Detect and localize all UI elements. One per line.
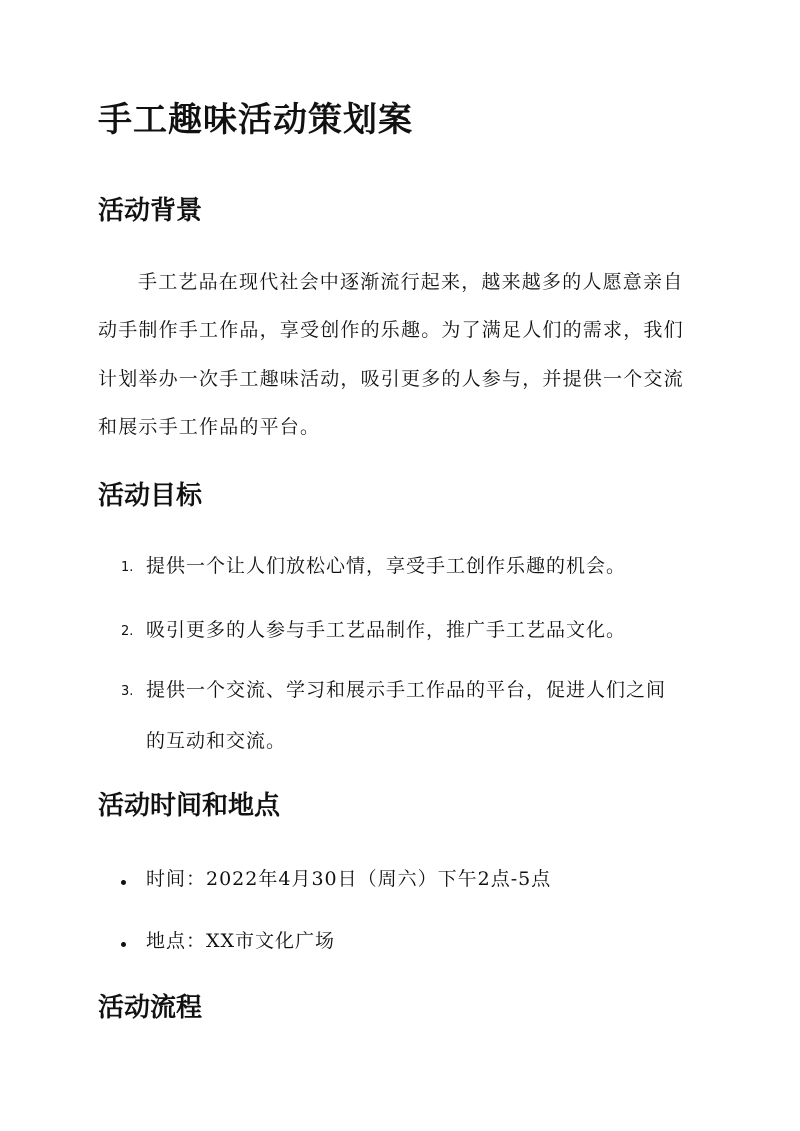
background-paragraph-line: 动手制作手工作品，享受创作的乐趣。为了满足人们的需求，我们 (98, 319, 684, 341)
goal-item-text: 吸引更多的人参与手工艺品制作，推广手工艺品文化。 (146, 619, 627, 641)
bullet-dot-icon (121, 880, 126, 885)
goal-item-number: 2. (121, 624, 134, 639)
goal-item-text-continuation: 的互动和交流。 (146, 730, 287, 752)
section-heading-process: 活动流程 (98, 993, 203, 1023)
background-paragraph-line: 和展示手工作品的平台。 (98, 416, 321, 438)
goal-item-text: 提供一个交流、学习和展示手工作品的平台，促进人们之间 (146, 679, 667, 701)
section-heading-goals: 活动目标 (98, 481, 203, 511)
goal-item-text: 提供一个让人们放松心情，享受手工创作乐趣的机会。 (146, 555, 627, 577)
bullet-dot-icon (121, 942, 126, 947)
goal-item-number: 3. (121, 684, 134, 699)
goal-item-number: 1. (121, 560, 134, 575)
document-title: 手工趣味活动策划案 (98, 100, 413, 140)
time-item: 时间：2022年4月30日（周六）下午2点-5点 (146, 868, 552, 890)
background-paragraph-line: 计划举办一次手工趣味活动，吸引更多的人参与，并提供一个交流 (98, 368, 684, 390)
background-paragraph-line: 手工艺品在现代社会中逐渐流行起来，越来越多的人愿意亲自 (138, 271, 684, 293)
section-heading-time-place: 活动时间和地点 (98, 791, 281, 821)
section-heading-background: 活动背景 (98, 196, 203, 226)
place-item: 地点：XX市文化广场 (146, 930, 336, 952)
